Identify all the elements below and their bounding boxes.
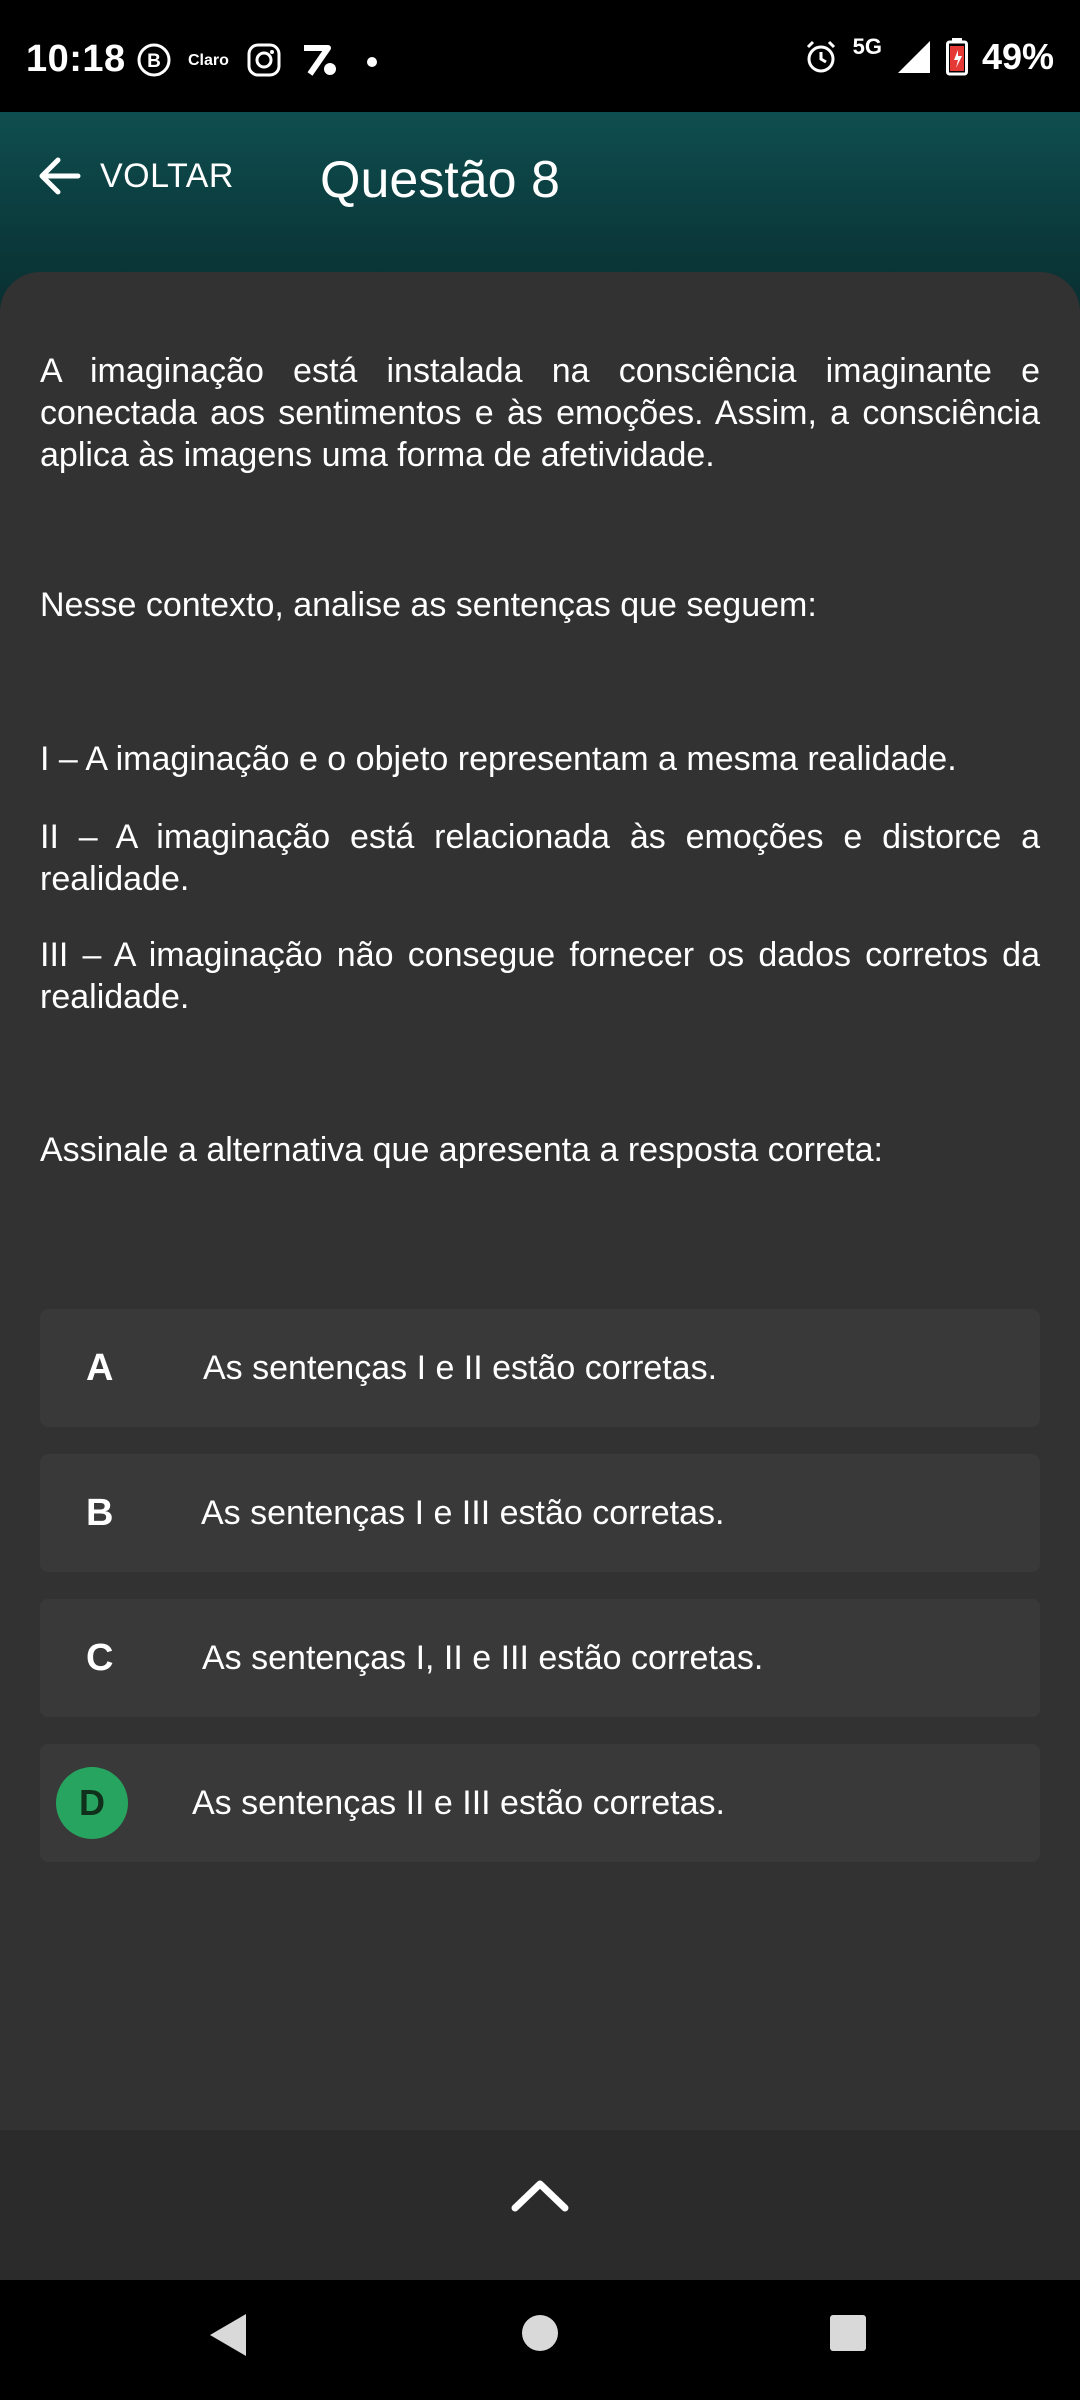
chevron-up-icon[interactable] bbox=[505, 2160, 575, 2230]
option-letter: C bbox=[86, 1637, 114, 1679]
nav-recents-icon[interactable] bbox=[828, 2313, 868, 2353]
claro-icon: Claro bbox=[188, 52, 229, 69]
statement-2: II – A imaginação está relacionada às emoções e distorce a realidade. bbox=[40, 818, 1040, 898]
option-a[interactable] bbox=[40, 1309, 1040, 1427]
alarm-icon bbox=[803, 39, 839, 75]
statement-1: I – A imaginação e o objeto representam a mesma realidade. bbox=[40, 740, 957, 778]
question-prompt: Assinale a alternativa que apresenta a resposta correta: bbox=[40, 1131, 883, 1169]
dot-icon bbox=[366, 56, 378, 68]
option-letter: A bbox=[86, 1347, 114, 1389]
option-text: As sentenças I e III estão corretas. bbox=[201, 1494, 725, 1532]
b-circle-icon bbox=[136, 42, 172, 78]
nav-back-icon[interactable] bbox=[206, 2310, 250, 2360]
page-title: Questão 8 bbox=[320, 151, 560, 209]
signal-icon bbox=[896, 39, 932, 75]
svg-text:B: B bbox=[147, 51, 161, 72]
option-d[interactable] bbox=[40, 1744, 1040, 1862]
question-intro: A imaginação está instalada na consciência imaginante e conectada aos sentimentos e às emoções. Assim, a consciência aplica às imagens uma forma de afetividade. bbox=[40, 352, 1040, 474]
option-text: As sentenças II e III estão corretas. bbox=[192, 1784, 725, 1822]
battery-percent: 49% bbox=[981, 36, 1054, 77]
app-z-icon bbox=[300, 42, 340, 78]
option-c[interactable] bbox=[40, 1599, 1040, 1717]
system-nav-bar bbox=[0, 2280, 1080, 2400]
nav-home-icon[interactable] bbox=[520, 2313, 560, 2353]
selected-option-badge: D bbox=[56, 1767, 128, 1839]
statement-3: III – A imaginação não consegue fornecer os dados corretos da realidade. bbox=[40, 936, 1040, 1016]
option-text: As sentenças I e II estão corretas. bbox=[203, 1349, 718, 1387]
battery-icon bbox=[946, 38, 968, 76]
question-card bbox=[0, 272, 1080, 2130]
instagram-icon bbox=[246, 42, 282, 78]
back-label: VOLTAR bbox=[100, 156, 234, 195]
option-text: As sentenças I, II e III estão corretas. bbox=[202, 1639, 764, 1677]
bottom-bar bbox=[0, 2130, 1080, 2280]
question-context: Nesse contexto, analise as sentenças que seguem: bbox=[40, 586, 817, 624]
option-b[interactable] bbox=[40, 1454, 1040, 1572]
status-bar bbox=[0, 0, 1080, 112]
back-button[interactable] bbox=[36, 156, 234, 196]
arrow-left-icon bbox=[36, 156, 82, 196]
network-type: 5G bbox=[852, 34, 882, 59]
status-time: 10:18 bbox=[26, 38, 126, 80]
option-letter: B bbox=[86, 1492, 114, 1534]
